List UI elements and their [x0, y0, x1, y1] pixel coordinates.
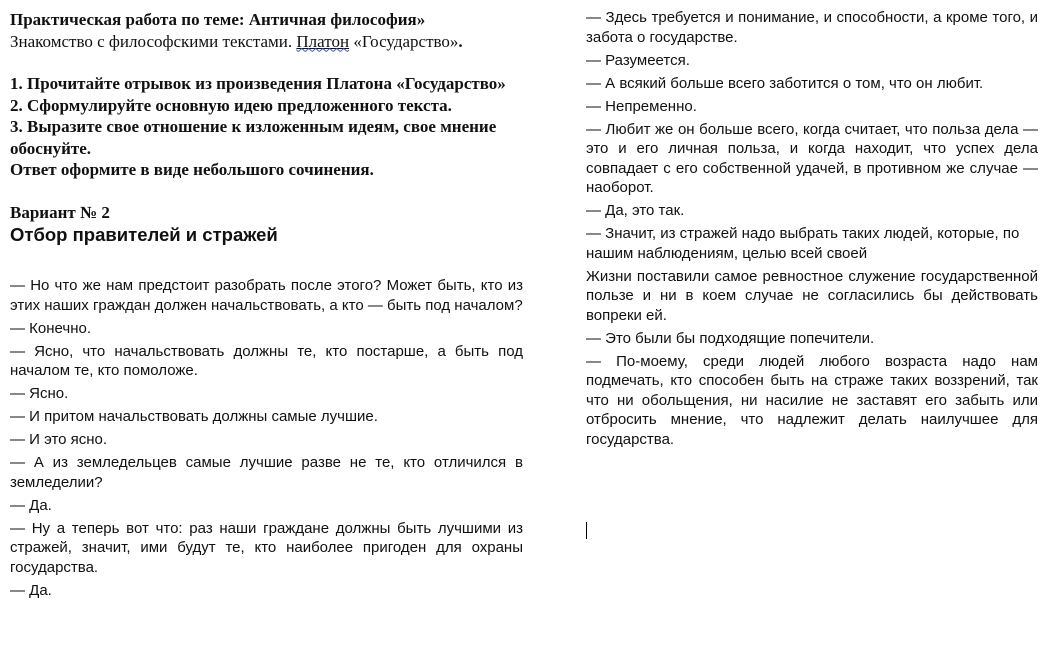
dialogue-line: — Ну а теперь вот что: раз наши граждане должны быть лучшими из стражей, значит, ими будут те, кто наиболее пригоден для охраны государства.	[10, 519, 523, 576]
dialogue-line: — Значит, из стражей надо выбрать таких людей, которые, по нашим наблюдениям, целью всей своей	[586, 225, 1020, 262]
document-title: Практическая работа по теме: Античная философия»	[10, 10, 426, 29]
left-column-dialogue	[10, 276, 523, 604]
section-title: Отбор правителей и стражей	[10, 224, 278, 245]
dialogue-line: — По-моему, среди людей любого возраста надо нам подмечать, кто способен быть на страже таких воззрений, так что ни обольщения, ни насилие не заставят его забыть или отбросить мнение, что надлежит делать наилучшее для государства.	[586, 352, 1038, 448]
subtitle-prefix: Знакомство с философскими текстами.	[10, 31, 297, 51]
dialogue-line: — Конечно.	[10, 319, 91, 337]
dialogue-line: — Здесь требуется и понимание, и способности, а кроме того, и забота о государстве.	[586, 9, 1038, 46]
dialogue-line: — Да.	[10, 496, 52, 514]
dialogue-line: — Да.	[10, 581, 52, 599]
subtitle-author	[296, 32, 349, 51]
dialogue-line: — Да, это так.	[586, 202, 685, 219]
document-header	[10, 9, 570, 247]
dialogue-line: — И это ясно.	[10, 431, 108, 448]
right-column-dialogue	[586, 8, 1038, 453]
variant-label: Вариант № 2	[10, 202, 110, 222]
subtitle-work: «Государство»	[349, 31, 459, 51]
dialogue-line: — А всякий больше всего заботится о том, что он любит.	[586, 74, 984, 92]
dialogue-line: — А из земледельцев самые лучшие разве не те, кто отличился в земледелии?	[10, 454, 523, 491]
document-subtitle	[10, 31, 570, 53]
dialogue-line: — И притом начальствовать должны самые лучшие.	[10, 408, 378, 425]
dialogue-line: — Ясно.	[10, 385, 69, 402]
dialogue-line: — Но что же нам предстоит разобрать после этого? Может быть, кто из этих наших граждан должен начальствовать, а кто — быть под началом?	[10, 277, 523, 314]
dialogue-line: — Непременно.	[586, 97, 697, 115]
dialogue-line: — Это были бы подходящие попечители.	[586, 329, 875, 347]
dialogue-line: — Ясно, что начальствовать должны те, кто постарше, а быть под началом те, кто помоложе.	[10, 342, 523, 379]
text-cursor	[586, 522, 587, 539]
dialogue-line: — Разумеется.	[586, 51, 690, 69]
task-1: 1. Прочитайте отрывок из произведения Платона «Государство»	[10, 74, 506, 93]
dialogue-line: Жизни поставили самое ревностное служение государственной пользе и ни в коем случае не согласились бы действовать вопреки ей.	[586, 267, 1038, 324]
task-3: 3. Выразите свое отношение к изложенным идеям, свое мнение обоснуйте.	[10, 117, 497, 158]
task-2: 2. Сформулируйте основную идею предложенного текста.	[10, 95, 452, 115]
spellcheck-underlined-word: Платон	[296, 31, 350, 51]
task-answer-format: Ответ оформите в виде небольшого сочинения.	[10, 160, 374, 179]
subtitle-end: .	[458, 31, 463, 51]
dialogue-line: — Любит же он больше всего, когда считает, что польза дела — это и его личная польза, и когда находит, что успех дела совпадает с его собственной удачей, в противном же случае — наоборот.	[586, 120, 1038, 196]
